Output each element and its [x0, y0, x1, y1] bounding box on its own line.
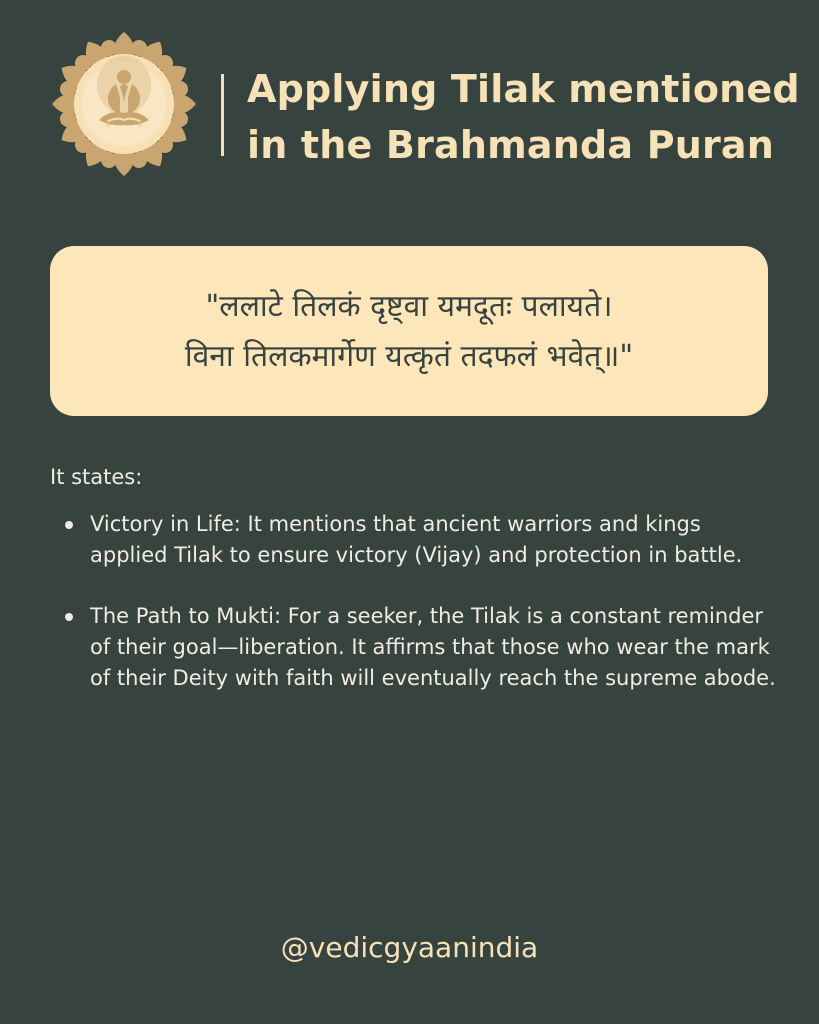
bullet-icon [65, 521, 73, 529]
lotus-petal-icon [131, 152, 147, 168]
lotus-petal-icon [75, 55, 91, 71]
bullet-list [50, 509, 780, 694]
page-title [247, 61, 819, 173]
header-divider [221, 74, 224, 156]
meditating-figure-lotus-icon [50, 30, 198, 178]
list-item [50, 509, 780, 571]
bullet-text-1: Victory in Life: It mentions that ancient warriors and kings applied Tilak to ensure victory (Vijay) and protection in battle. [90, 512, 743, 567]
lotus-petal-icon [60, 111, 76, 127]
content-section [50, 462, 780, 724]
social-handle: @vedicgyaanindia [280, 931, 539, 964]
quote-line-1: "ललाटे तिलकं दृष्ट्वा यमदूतः पलायते। [205, 289, 613, 324]
quote-line-2: विना तिलकमार्गेण यत्कृतं तदफलं भवेत्॥" [184, 339, 634, 374]
lotus-petal-icon [75, 137, 91, 153]
lotus-petal-icon [157, 137, 173, 153]
lotus-petal-icon [172, 111, 188, 127]
lotus-petal-icon [101, 152, 117, 168]
list-item [50, 601, 780, 694]
lotus-petal-icon [101, 40, 117, 56]
lotus-petal-icon [60, 81, 76, 97]
lotus-petal-icon [172, 81, 188, 97]
sanskrit-quote-box [50, 246, 768, 416]
intro-text: It states: [50, 465, 143, 489]
bullet-icon [65, 613, 73, 621]
bullet-text-2: The Path to Mukti: For a seeker, the Tilak is a constant reminder of their goal—liberation. It affirms that those who wear the mark of their Deity with faith will eventually reach the supreme abode. [90, 604, 776, 690]
title-line-2: in the Brahmanda Puran [247, 123, 775, 167]
lotus-petal-icon [157, 55, 173, 71]
title-line-1: Applying Tilak mentioned [247, 67, 800, 111]
lotus-petal-icon [131, 40, 147, 56]
header [50, 30, 810, 180]
